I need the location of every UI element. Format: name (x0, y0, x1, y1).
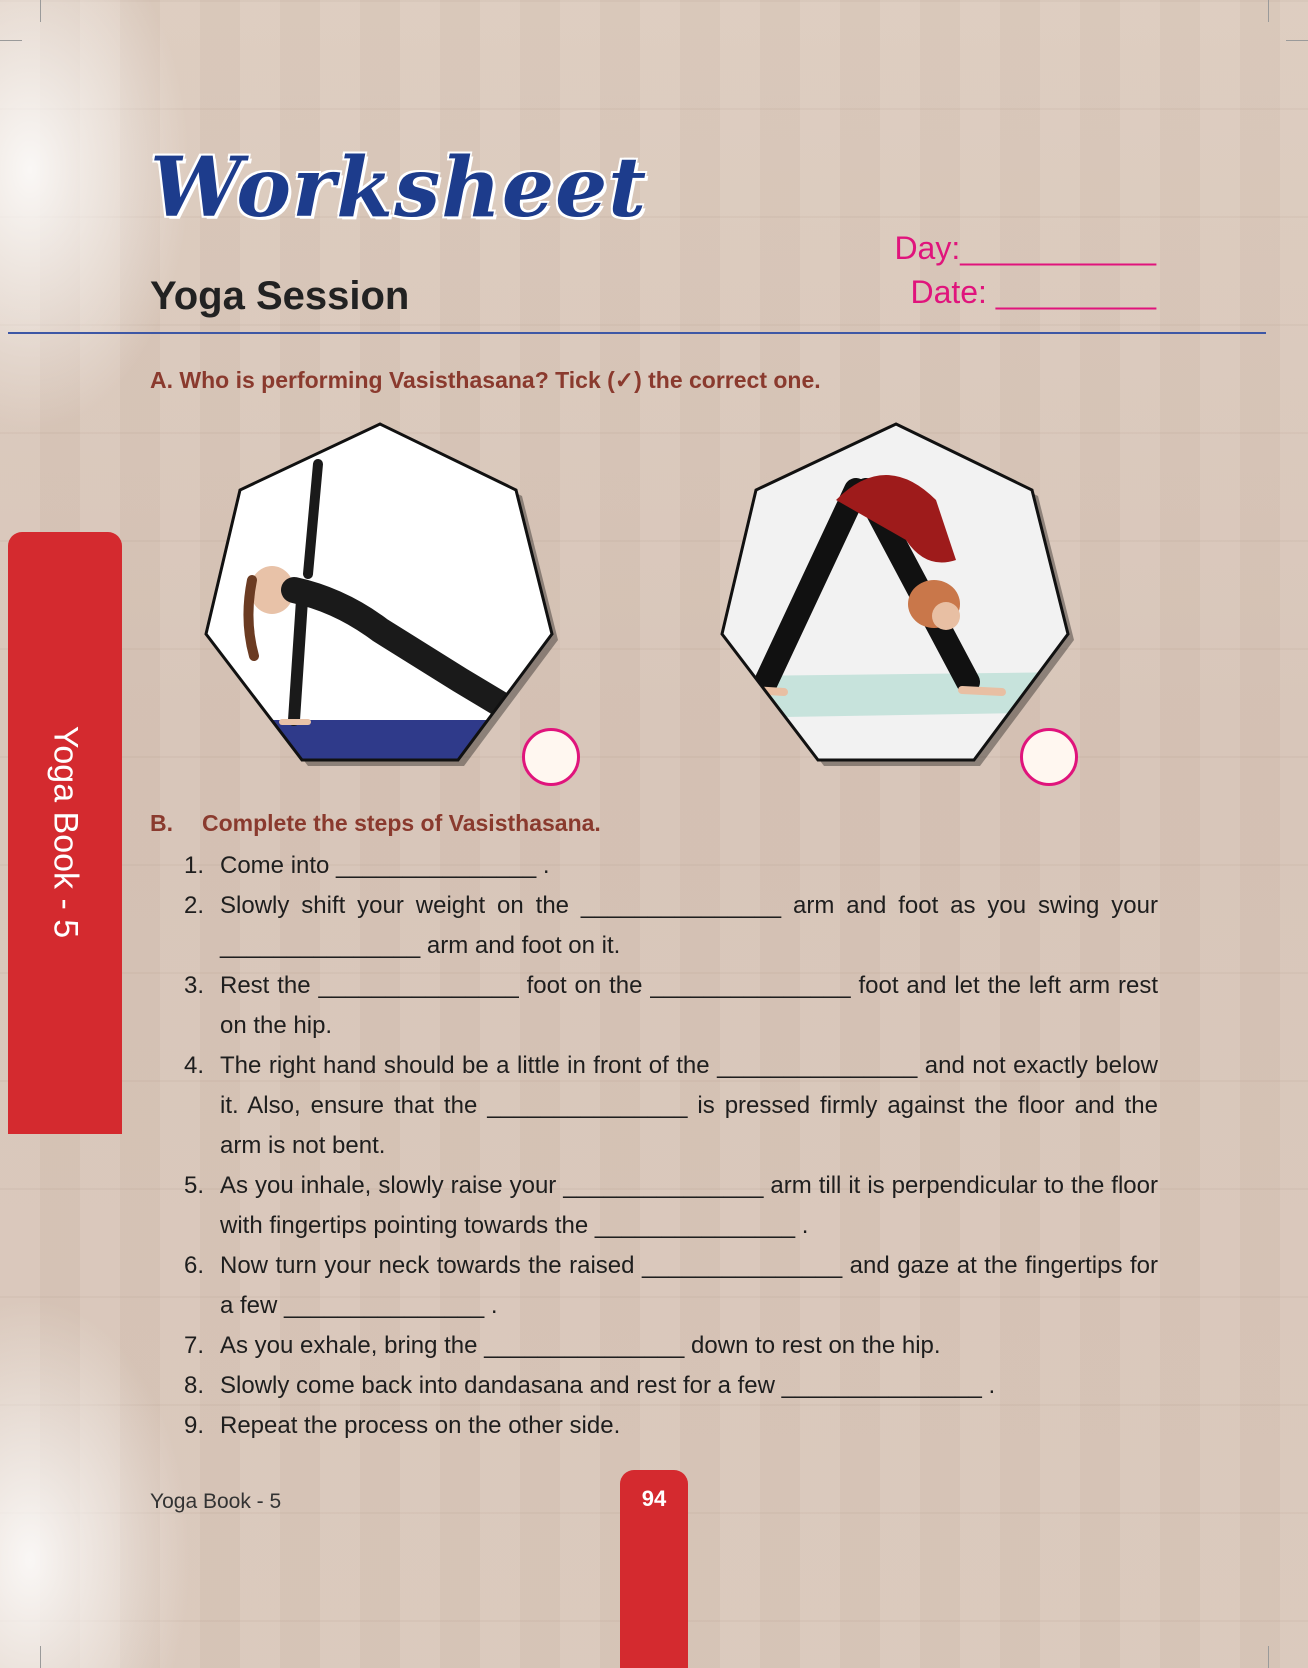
day-field: Day:___________ (894, 230, 1156, 266)
step-number: 8. (183, 1372, 204, 1399)
step-number: 2. (183, 892, 204, 919)
question-b (150, 810, 601, 837)
date-field: Date: _________ (910, 274, 1156, 310)
tick-option-2[interactable] (1020, 728, 1078, 786)
list-item (168, 846, 1158, 886)
footer-book-title: Yoga Book - 5 (150, 1490, 282, 1513)
step-number: 7. (183, 1332, 204, 1359)
step-text: As you exhale, bring the _______________ down to rest on the hip. (220, 1332, 941, 1359)
steps-list (168, 846, 1158, 1446)
step-text: Slowly shift your weight on the _______________ arm and foot as you swing your _______________ arm and foot on it. (220, 892, 1158, 959)
question-b-heading: Complete the steps of Vasisthasana. (202, 810, 601, 836)
question-a: A. Who is performing Vasisthasana? Tick (✓) the correct one. (150, 367, 821, 393)
list-item (168, 1406, 1158, 1446)
header-divider (8, 332, 1266, 334)
step-number: 9. (183, 1412, 204, 1439)
step-text: Now turn your neck towards the raised _______________ and gaze at the fingertips for a few _______________ . (220, 1252, 1158, 1319)
step-text: The right hand should be a little in front of the _______________ and not exactly below it. Also, ensure that the _______________ is pressed firmly against the floor and the arm is not bent. (220, 1052, 1158, 1159)
side-tab-label: Yoga Book - 5 (46, 725, 85, 939)
page-number: 94 (641, 1486, 667, 1511)
step-number: 5. (183, 1172, 204, 1199)
step-text: Slowly come back into dandasana and rest for a few _______________ . (220, 1372, 996, 1399)
step-text: Repeat the process on the other side. (220, 1412, 621, 1439)
list-item (168, 886, 1158, 966)
list-item (168, 1166, 1158, 1246)
step-text: As you inhale, slowly raise your _______________ arm till it is perpendicular to the floor with fingertips pointing towards the _______________ . (220, 1172, 1158, 1239)
crop-mark (40, 1646, 41, 1668)
step-number: 1. (183, 852, 204, 879)
list-item (168, 1246, 1158, 1326)
crop-mark (40, 0, 41, 22)
step-number: 6. (183, 1252, 204, 1279)
step-number: 3. (183, 972, 204, 999)
list-item (168, 1326, 1158, 1366)
crop-mark (1286, 40, 1308, 41)
list-item (168, 1366, 1158, 1406)
crop-mark (1268, 0, 1269, 22)
list-item (168, 1046, 1158, 1166)
step-number: 4. (183, 1052, 204, 1079)
step-text: Come into _______________ . (220, 852, 550, 879)
crop-mark (1268, 1646, 1269, 1668)
crop-mark (0, 40, 22, 41)
page-subtitle: Yoga Session (150, 274, 410, 318)
question-b-letter: B. (150, 810, 173, 836)
tick-option-1[interactable] (522, 728, 580, 786)
step-text: Rest the _______________ foot on the _______________ foot and let the left arm rest on the hip. (220, 972, 1158, 1039)
list-item (168, 966, 1158, 1046)
page-title: Worksheet (150, 140, 648, 236)
